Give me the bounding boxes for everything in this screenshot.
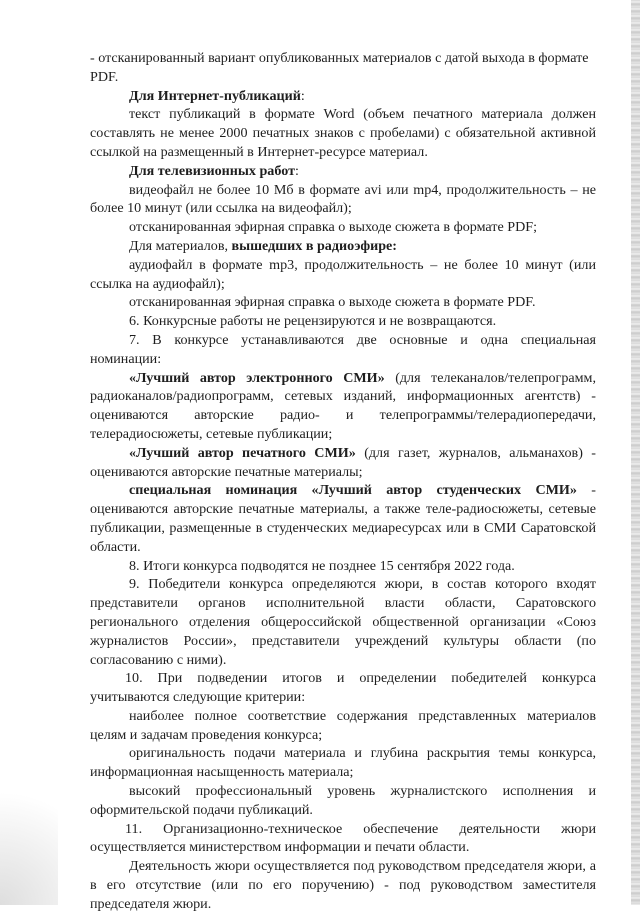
paragraph-jury-leadership: Деятельность жюри осуществляется под руководством председателя жюри, а в его отсутствие (или по его поручению) - под руководством заместителя председателя жюри. (90, 858, 596, 912)
scan-edge-shadow (631, 0, 640, 905)
paragraph-internet-text: текст публикаций в формате Word (объем печатного материала должен составлять не менее 2000 печатных знаков с пробелами) с обязательной активной ссылкой на размещенный в Интернет-ресурсе материал. (90, 106, 596, 160)
clause-6: 6. Конкурсные работы не рецензируются и не возвращаются. (129, 313, 497, 330)
paragraph-pdf-scan: - отсканированный вариант опубликованных материалов с датой выхода в формате PDF. (90, 50, 589, 85)
paragraph-radio-reference: отсканированная эфирная справка о выходе сюжета в формате PDF. (129, 294, 536, 311)
clause-8: 8. Итоги конкурса подводятся не позднее 15 сентября 2022 года. (129, 557, 515, 574)
clause-10: 10. При подведении итогов и определении победителей конкурса учитываются следующие критерии: (90, 670, 596, 706)
criterion-professionalism: высокий профессиональный уровень журналистского исполнения и оформительской подачи публикаций. (90, 783, 596, 818)
nomination-print-media: «Лучший автор печатного СМИ» (для газет, журналов, альманахов) - оцениваются авторские печатные материалы; (90, 444, 596, 480)
nomination-electronic-media: «Лучший автор электронного СМИ» (для телеканалов/телепрограмм, радиоканалов/радиопрограмм, сетевых изданий, информационных агентств) - оцениваются авторские радио- и телепрограммы/телерадиопередачи, телерадиосюжеты, сетевые публикации; (90, 369, 597, 442)
nomination-student-media: специальная номинация «Лучший автор студенческих СМИ» - оцениваются авторские печатные материалы, а также теле-радиосюжеты, сетевые публикации, размещенные в студенческих медиаресурсах или в СМИ Саратовской области. (90, 482, 597, 555)
scan-corner-shadow (0, 755, 58, 905)
paragraph-tv-reference: отсканированная эфирная справка о выходе сюжета в формате PDF; (129, 219, 538, 236)
heading-tv-works: Для телевизионных работ: (129, 162, 299, 179)
criterion-content: наиболее полное соответствие содержания представленных материалов целям и задачам проведения конкурса; (90, 707, 596, 743)
paragraph-audio-file: аудиофайл в формате mp3, продолжительность – не более 10 минут (или ссылка на аудиофайл); (90, 256, 596, 292)
clause-7: 7. В конкурсе устанавливаются две основные и одна специальная номинации: (90, 331, 596, 367)
heading-internet-publications: Для Интернет-публикаций: (129, 87, 305, 104)
criterion-originality: оригинальность подачи материала и глубина раскрытия темы конкурса, информационная насыщенность материала; (90, 745, 596, 781)
heading-radio-materials: Для материалов, вышедших в радиоэфире: (129, 237, 397, 254)
paragraph-video-file: видеофайл не более 10 Мб в формате avi или mp4, продолжительность – не более 10 минут (или ссылка на видеофайл); (90, 181, 596, 217)
clause-11: 11. Организационно-техническое обеспечение деятельности жюри осуществляется министерством информации и печати области. (90, 820, 596, 856)
document-page (90, 49, 596, 914)
clause-9: 9. Победители конкурса определяются жюри, в состав которого входят представители органов исполнительной власти области, Саратовского регионального отделения общероссийской общественной организации «Союз журналистов России», представители учреждений культуры области (по согласованию с ними). (90, 576, 596, 668)
